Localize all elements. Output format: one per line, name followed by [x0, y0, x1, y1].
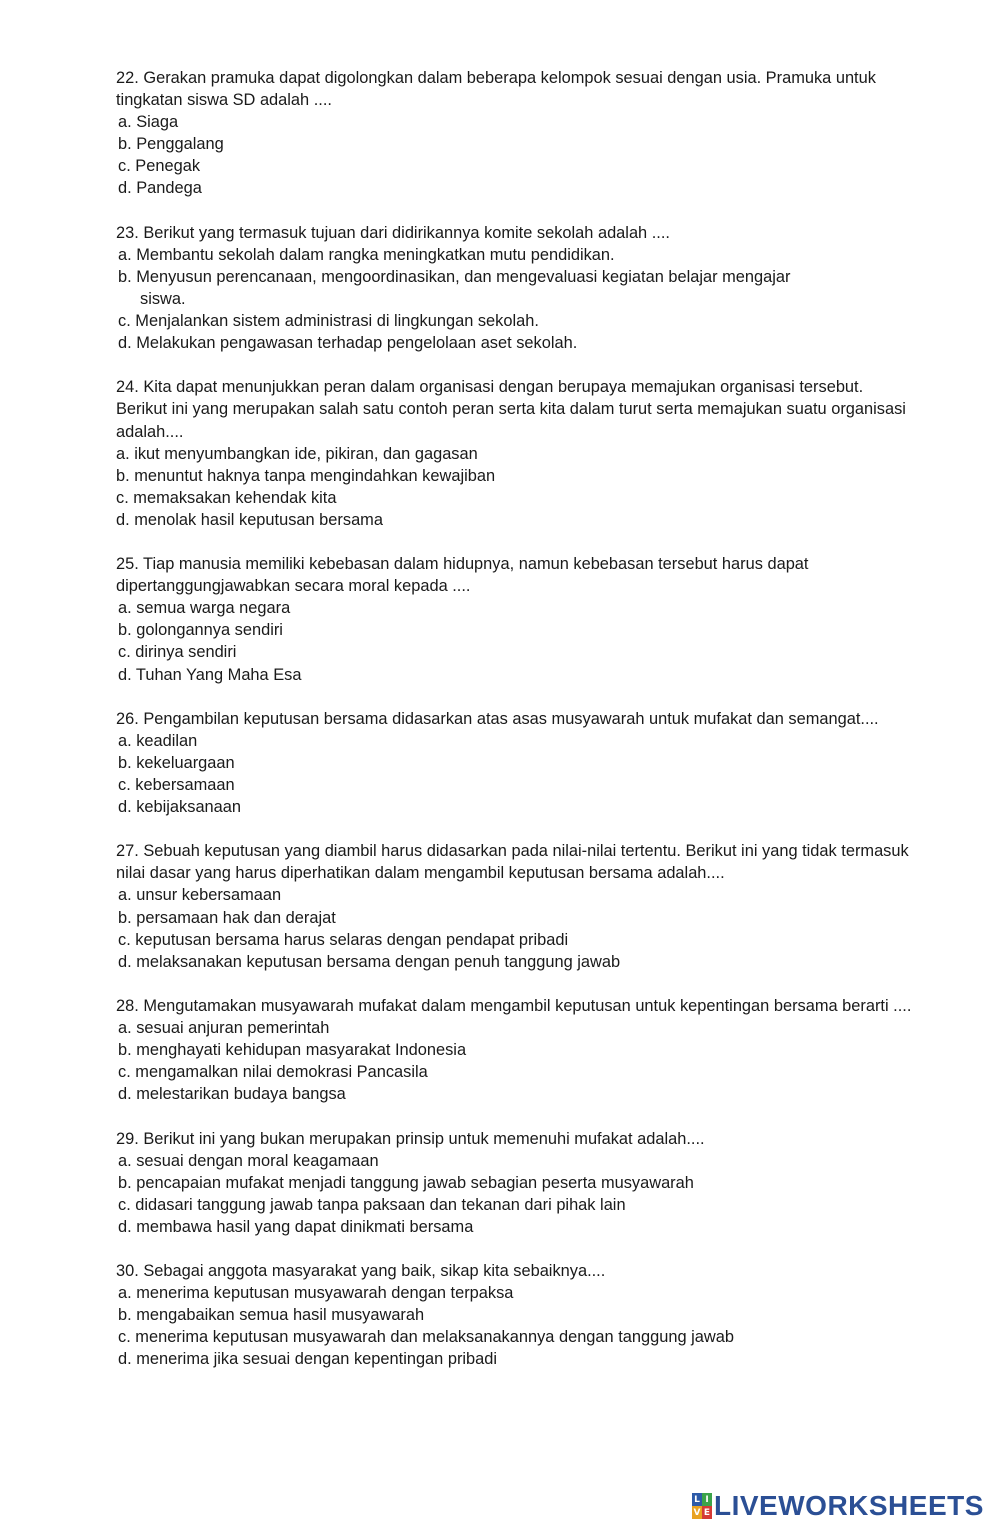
option-b[interactable]: b. kekeluargaan [118, 753, 235, 772]
question-29 [116, 1128, 916, 1238]
question-text: 28. Mengutamakan musyawarah mufakat dalam mengambil keputusan untuk kepentingan bersama berarti .... [116, 996, 912, 1015]
question-24 [116, 376, 916, 531]
question-text: 25. Tiap manusia memiliki kebebasan dalam hidupnya, namun kebebasan tersebut harus dapat dipertanggungjawabkan secara moral kepada .... [116, 555, 809, 596]
logo-mark-letter: E [703, 1507, 711, 1518]
question-text: 30. Sebagai anggota masyarakat yang baik, sikap kita sebaiknya.... [116, 1262, 606, 1281]
question-text: 24. Kita dapat menunjukkan peran dalam organisasi dengan berupaya memajukan organisasi tersebut. Berikut ini yang merupakan salah satu contoh peran serta kita dalam turut serta memajukan suatu organisasi adalah.... [116, 378, 906, 441]
option-b[interactable]: b. menuntut haknya tanpa mengindahkan kewajiban [116, 466, 496, 485]
worksheet-content [116, 67, 916, 1393]
question-text: 23. Berikut yang termasuk tujuan dari didirikannya komite sekolah adalah .... [116, 223, 670, 242]
logo-mark-letter: L [692, 1493, 702, 1506]
liveworksheets-mark-icon [692, 1493, 712, 1519]
option-c[interactable]: c. didasari tanggung jawab tanpa paksaan dan tekanan dari pihak lain [118, 1195, 626, 1214]
question-28 [116, 995, 916, 1105]
option-a[interactable]: a. Membantu sekolah dalam rangka meningkatkan mutu pendidikan. [118, 245, 615, 264]
option-d[interactable]: d. Tuhan Yang Maha Esa [118, 665, 302, 684]
question-30 [116, 1260, 916, 1370]
option-b[interactable]: b. menghayati kehidupan masyarakat Indonesia [118, 1041, 467, 1060]
option-c[interactable]: c. memaksakan kehendak kita [116, 488, 337, 507]
liveworksheets-wordmark: LIVEWORKSHEETS [714, 1490, 984, 1521]
option-a[interactable]: a. sesuai anjuran pemerintah [118, 1019, 330, 1038]
option-c[interactable]: c. keputusan bersama harus selaras dengan pendapat pribadi [118, 930, 569, 949]
option-b[interactable]: b. pencapaian mufakat menjadi tanggung jawab sebagian peserta musyawarah [118, 1173, 694, 1192]
option-a[interactable]: a. Siaga [118, 113, 179, 132]
option-d[interactable]: d. menerima jika sesuai dengan kepentingan pribadi [118, 1350, 498, 1369]
question-text: 29. Berikut ini yang bukan merupakan prinsip untuk memenuhi mufakat adalah.... [116, 1129, 705, 1148]
option-b[interactable]: b. mengabaikan semua hasil musyawarah [118, 1306, 425, 1325]
option-b-text: b. Menyusun perencanaan, mengoordinasikan, dan mengevaluasi kegiatan belajar mengajar [118, 267, 791, 286]
option-c[interactable]: c. mengamalkan nilai demokrasi Pancasila [118, 1063, 428, 1082]
option-a[interactable]: a. sesuai dengan moral keagamaan [118, 1151, 379, 1170]
option-b[interactable]: b. golongannya sendiri [118, 621, 283, 640]
option-d[interactable]: d. kebijaksanaan [118, 798, 242, 817]
option-a[interactable]: a. semua warga negara [118, 599, 291, 618]
option-b-continuation: siswa. [140, 289, 186, 308]
question-text: 27. Sebuah keputusan yang diambil harus didasarkan pada nilai-nilai tertentu. Berikut ini yang tidak termasuk nilai dasar yang harus diperhatikan dalam mengambil keputusan bersama adalah.... [116, 842, 909, 883]
option-a[interactable]: a. ikut menyumbangkan ide, pikiran, dan gagasan [116, 444, 478, 463]
option-b[interactable] [116, 266, 916, 310]
question-25 [116, 553, 916, 686]
option-c[interactable]: c. kebersamaan [118, 776, 235, 794]
question-23 [116, 222, 916, 355]
option-c[interactable]: c. Penegak [118, 157, 201, 176]
option-d[interactable]: d. membawa hasil yang dapat dinikmati bersama [118, 1217, 474, 1236]
option-a[interactable]: a. unsur kebersamaan [118, 886, 282, 905]
logo-mark-letter: I [702, 1493, 712, 1506]
question-text: 26. Pengambilan keputusan bersama didasarkan atas asas musyawarah untuk mufakat dan semangat.... [116, 709, 879, 728]
question-text: 22. Gerakan pramuka dapat digolongkan dalam beberapa kelompok sesuai dengan usia. Pramuka untuk tingkatan siswa SD adalah .... [116, 69, 876, 110]
option-c[interactable]: c. dirinya sendiri [118, 643, 237, 662]
option-b[interactable]: b. persamaan hak dan derajat [118, 908, 336, 927]
option-c[interactable]: c. Menjalankan sistem administrasi di lingkungan sekolah. [118, 312, 539, 331]
option-d[interactable]: d. melestarikan budaya bangsa [118, 1085, 346, 1104]
option-c[interactable]: c. menerima keputusan musyawarah dan melaksanakannya dengan tanggung jawab [118, 1328, 734, 1347]
question-22 [116, 67, 916, 200]
option-b[interactable]: b. Penggalang [118, 135, 224, 154]
option-d[interactable]: d. Pandega [118, 179, 202, 198]
option-a[interactable]: a. menerima keputusan musyawarah dengan terpaksa [118, 1284, 514, 1303]
option-a[interactable]: a. keadilan [118, 731, 198, 750]
option-d[interactable]: d. menolak hasil keputusan bersama [116, 510, 383, 529]
logo-mark-letter: V [693, 1507, 701, 1518]
option-d[interactable]: d. Melakukan pengawasan terhadap pengelolaan aset sekolah. [118, 334, 578, 353]
question-26 [116, 708, 916, 818]
question-27 [116, 840, 916, 973]
liveworksheets-logo[interactable] [692, 1489, 984, 1523]
option-d[interactable]: d. melaksanakan keputusan bersama dengan penuh tanggung jawab [118, 952, 621, 971]
